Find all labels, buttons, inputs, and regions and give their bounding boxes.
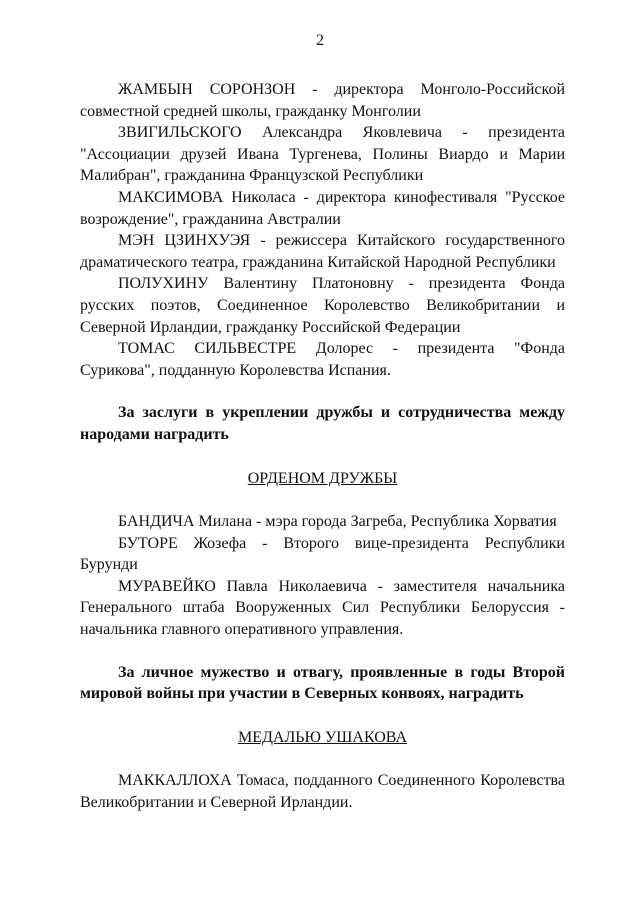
section-spacer xyxy=(80,641,565,662)
award-recipient-paragraph: МУРАВЕЙКО Павла Николаевича - заместителя начальника Генерального штаба Вооруженных Сил Республики Белоруссия - начальника главного оперативного управления. xyxy=(80,577,565,639)
award-recipient-paragraph: ЖАМБЫН СОРОНЗОН - директора Монголо-Российской совместной средней школы, гражданку Монголии xyxy=(80,81,565,120)
award-recipient-paragraph: МЭН ЦЗИНХУЭЯ - режиссера Китайского государственного драматического театра, гражданина Китайской Народной Республики xyxy=(80,232,565,271)
award-recipient-paragraph: МАККАЛЛОХА Томаса, подданного Соединенного Королевства Великобритании и Северной Ирландии. xyxy=(80,772,565,812)
section-spacer xyxy=(80,748,565,770)
award-heading-order-of-friendship: ОРДЕНОМ ДРУЖБЫ xyxy=(247,469,398,487)
award-recipient-paragraph: БАНДИЧА Милана - мэра города Загреба, Республика Хорватия xyxy=(118,513,557,531)
section-spacer xyxy=(80,381,565,402)
award-recipient-paragraph: ТОМАС СИЛЬВЕСТРЕ Долорес - президента "Фонда Сурикова", подданную Королевства Испания. xyxy=(80,340,565,379)
section-spacer xyxy=(80,446,565,468)
award-recipient-paragraph: ПОЛУХИНУ Валентину Платоновну - президента Фонда русских поэтов, Соединенное Королевство Великобритании и Северной Ирландии, гражданку Российской Федерации xyxy=(80,275,565,336)
award-recipient-paragraph: МАКСИМОВА Николаса - директора кинофестиваля "Русское возрождение", гражданина Австралии xyxy=(80,188,565,228)
section-spacer xyxy=(80,489,565,511)
document-body xyxy=(80,79,565,814)
award-recipient-paragraph: ЗВИГИЛЬСКОГО Александра Яковлевича - президента "Ассоциации друзей Ивана Тургенева, Полины Виардо и Марии Малибран", гражданина Французской Республики xyxy=(80,124,565,185)
award-decree-intro: За личное мужество и отвагу, проявленные в годы Второй мировой войны при участии в Северных конвоях, наградить xyxy=(80,663,565,703)
award-recipient-paragraph: БУТОРЕ Жозефа - Второго вице-президента Республики Бурунди xyxy=(80,534,565,574)
section-spacer xyxy=(80,705,565,727)
award-decree-intro: За заслуги в укреплении дружбы и сотрудничества между народами наградить xyxy=(80,404,565,443)
page-number: 2 xyxy=(316,32,324,49)
award-heading-ushakov-medal: МЕДАЛЬЮ УШАКОВА xyxy=(237,728,408,746)
